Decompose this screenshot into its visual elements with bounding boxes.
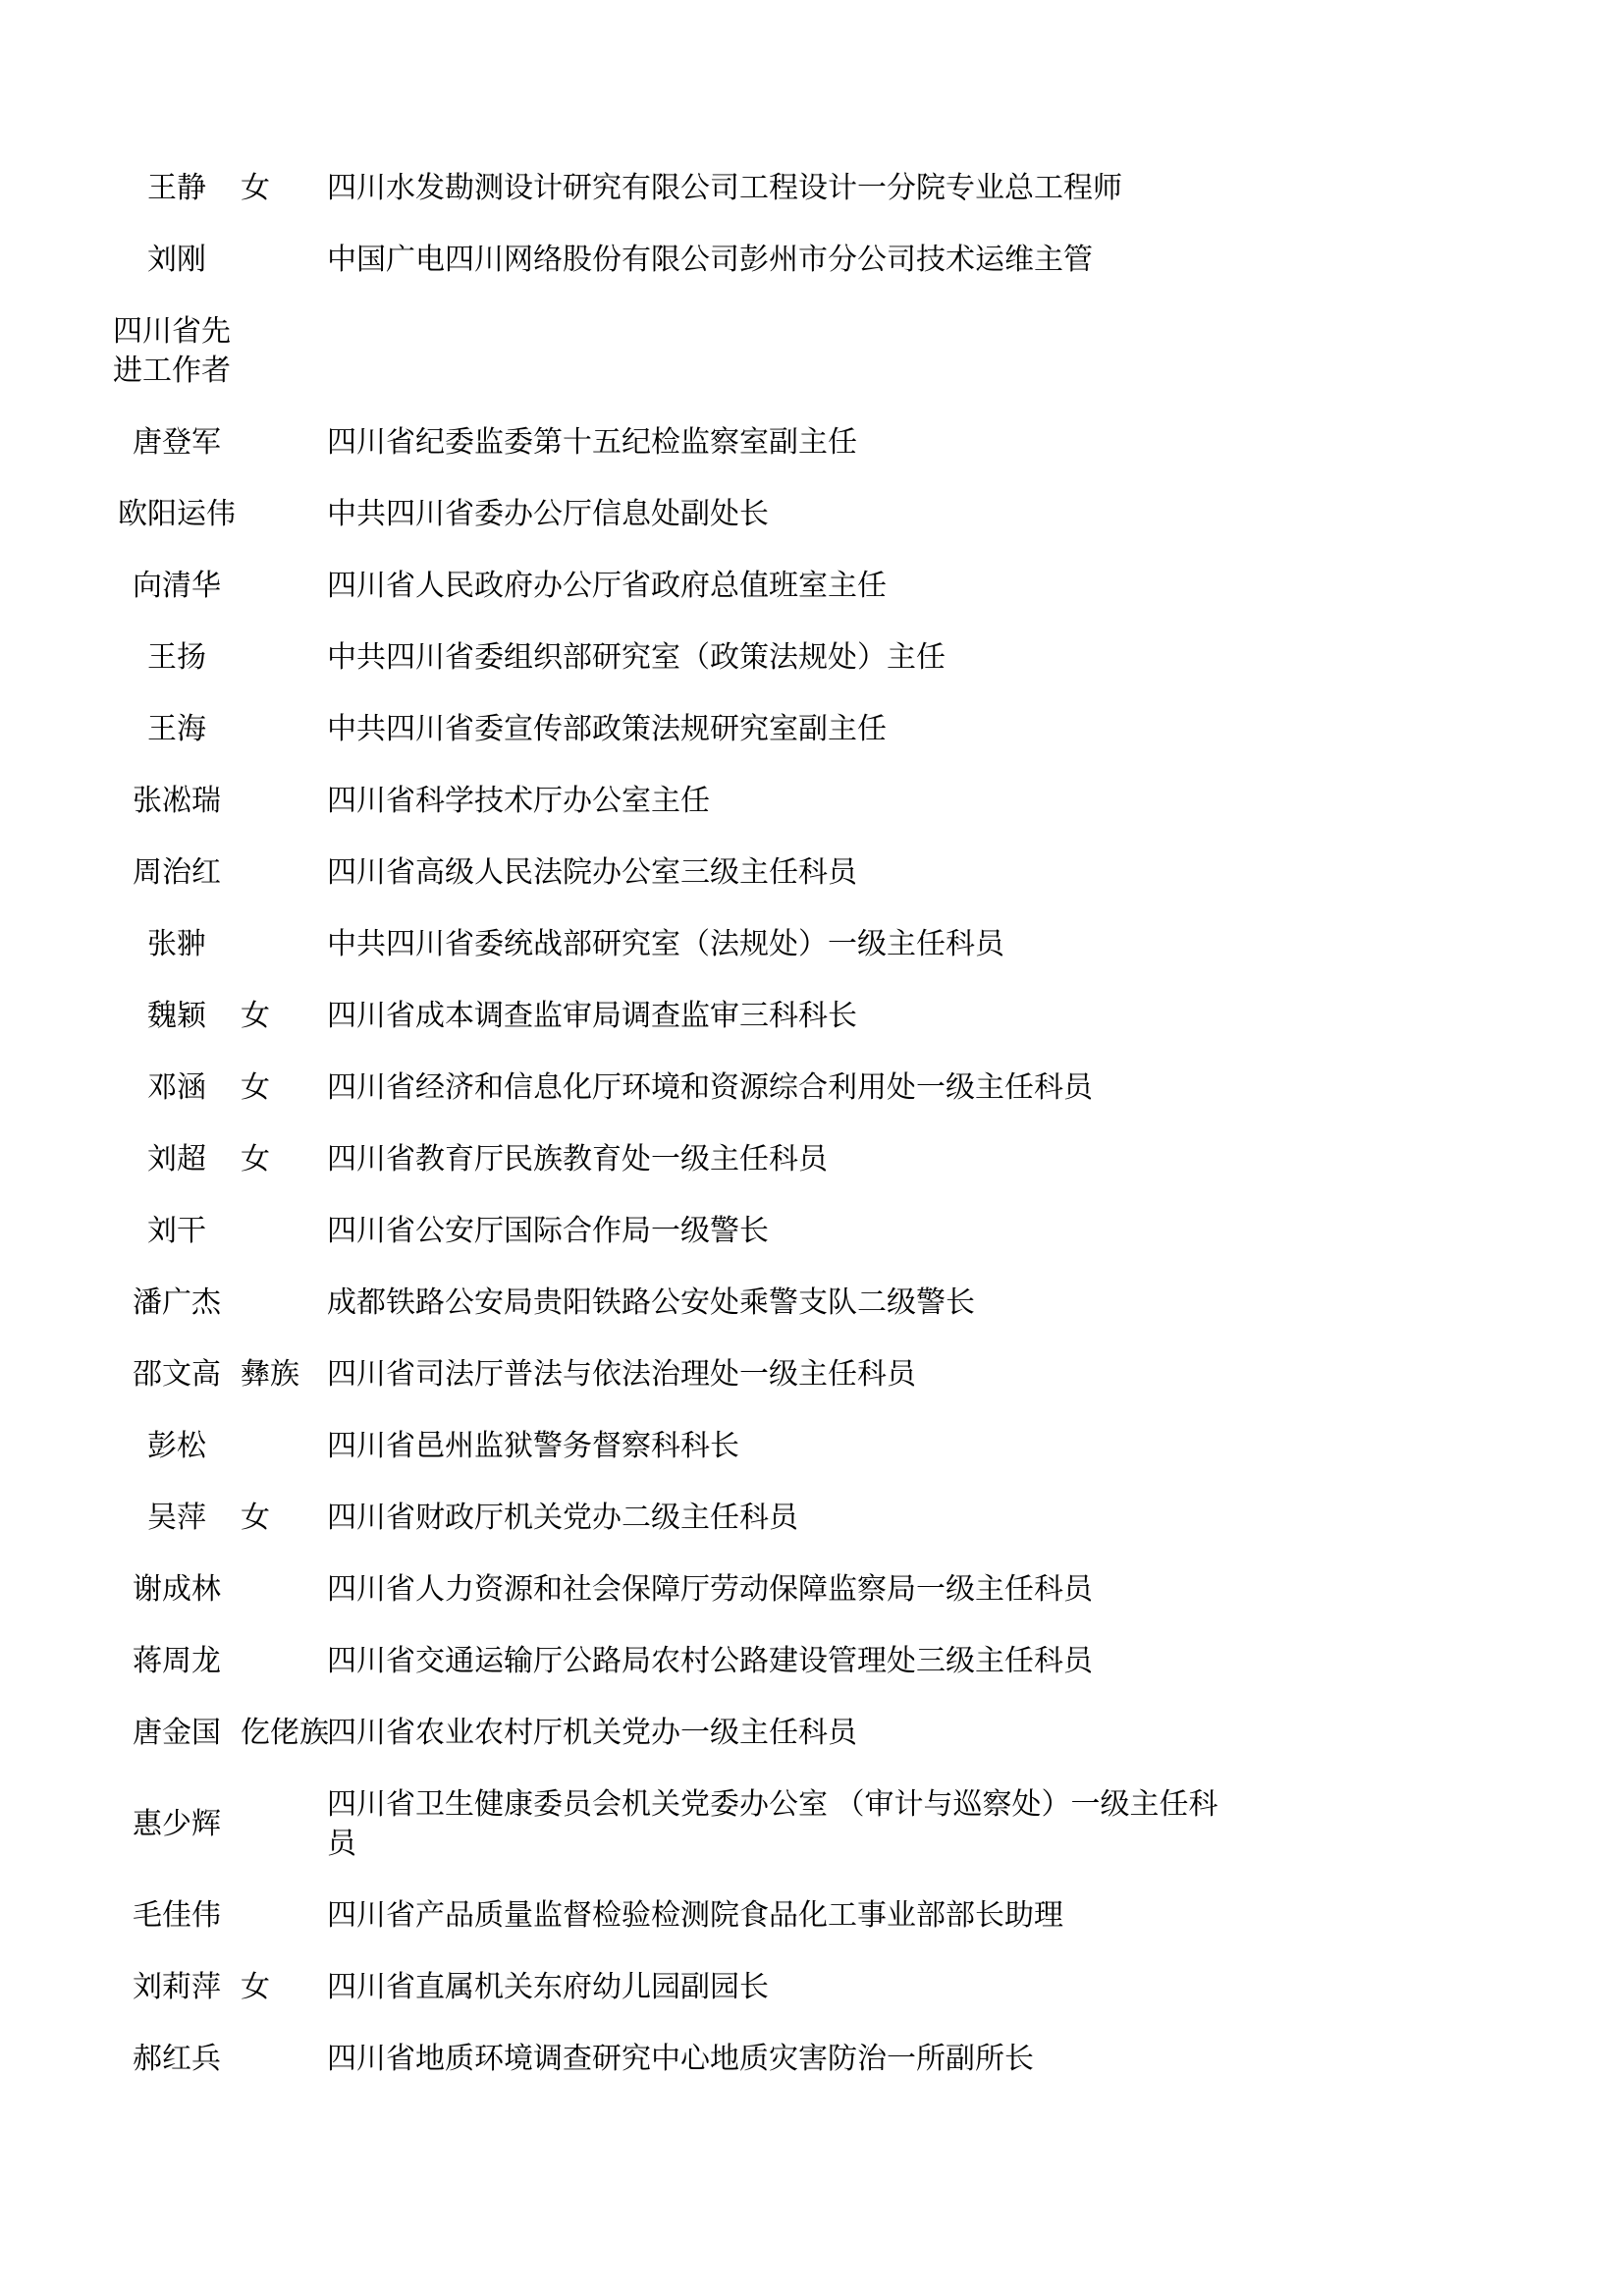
awardee-position: 中共四川省委宣传部政策法规研究室副主任 — [327, 713, 887, 745]
awardee-row — [113, 1068, 1537, 1108]
awardee-position: 四川省人民政府办公厅省政府总值班室主任 — [327, 570, 887, 602]
awardee-list — [113, 169, 1537, 2079]
awardee-name: 郝红兵 — [133, 2043, 221, 2075]
awardee-name: 蒋周龙 — [133, 1645, 221, 1677]
awardee-row — [113, 1714, 1537, 1753]
section-heading: 四川省先进工作者 — [113, 315, 231, 387]
awardee-position: 四川省成本调查监审局调查监审三科科长 — [327, 1000, 857, 1032]
awardee-row — [113, 423, 1537, 463]
awardee-name: 魏颖 — [147, 1000, 206, 1032]
awardee-position: 四川省邑州监狱警务督察科科长 — [327, 1430, 739, 1462]
awardee-name: 刘超 — [147, 1143, 206, 1175]
awardee-row — [113, 853, 1537, 893]
awardee-gender-ethnicity: 女 — [241, 172, 270, 204]
awardee-row — [113, 782, 1537, 821]
awardee-position: 四川省交通运输厅公路局农村公路建设管理处三级主任科员 — [327, 1645, 1093, 1677]
awardee-position: 四川省公安厅国际合作局一级警长 — [327, 1215, 769, 1247]
awardee-position: 四川省地质环境调查研究中心地质灾害防治一所副所长 — [327, 2043, 1034, 2075]
awardee-row — [113, 241, 1537, 280]
awardee-row — [113, 1284, 1537, 1323]
awardee-row — [113, 638, 1537, 678]
awardee-position: 四川省教育厅民族教育处一级主任科员 — [327, 1143, 828, 1175]
awardee-name: 王海 — [147, 713, 206, 745]
awardee-row — [113, 1427, 1537, 1466]
awardee-position: 四川省人力资源和社会保障厅劳动保障监察局一级主任科员 — [327, 1573, 1093, 1606]
awardee-position: 四川省科学技术厅办公室主任 — [327, 785, 710, 817]
awardee-position: 成都铁路公安局贵阳铁路公安处乘警支队二级警长 — [327, 1286, 975, 1319]
awardee-position: 中共四川省委统战部研究室（法规处）一级主任科员 — [327, 928, 1004, 960]
awardee-name: 邵文高 — [133, 1358, 221, 1391]
awardee-name: 谢成林 — [133, 1573, 221, 1606]
awardee-row — [113, 710, 1537, 749]
awardee-row — [113, 1355, 1537, 1394]
awardee-gender-ethnicity: 彝族 — [241, 1358, 299, 1391]
awardee-gender-ethnicity: 女 — [241, 1000, 270, 1032]
awardee-row — [113, 1570, 1537, 1610]
awardee-row — [113, 1140, 1537, 1179]
awardee-position: 中国广电四川网络股份有限公司彭州市分公司技术运维主管 — [327, 244, 1093, 276]
awardee-name: 唐金国 — [133, 1717, 221, 1749]
awardee-gender-ethnicity: 女 — [241, 1502, 270, 1534]
awardee-position: 四川省经济和信息化厅环境和资源综合利用处一级主任科员 — [327, 1071, 1093, 1104]
awardee-row — [113, 997, 1537, 1036]
awardee-position: 中共四川省委办公厅信息处副处长 — [327, 498, 769, 530]
awardee-position: 四川省司法厅普法与依法治理处一级主任科员 — [327, 1358, 916, 1391]
awardee-name: 周治红 — [133, 856, 221, 889]
awardee-row — [113, 169, 1537, 208]
awardee-row — [113, 1785, 1537, 1864]
section-heading-row — [113, 312, 1537, 391]
awardee-position: 四川省财政厅机关党办二级主任科员 — [327, 1502, 798, 1534]
awardee-name: 邓涵 — [147, 1071, 206, 1104]
awardee-name: 欧阳运伟 — [118, 498, 236, 530]
awardee-position: 四川省纪委监委第十五纪检监察室副主任 — [327, 426, 857, 459]
awardee-position: 四川省高级人民法院办公室三级主任科员 — [327, 856, 857, 889]
awardee-name: 毛佳伟 — [133, 1899, 221, 1932]
awardee-name: 王静 — [147, 172, 206, 204]
awardee-row — [113, 1212, 1537, 1251]
awardee-row — [113, 1896, 1537, 1936]
awardee-gender-ethnicity: 女 — [241, 1971, 270, 2003]
awardee-row — [113, 495, 1537, 534]
awardee-position: 四川省农业农村厅机关党办一级主任科员 — [327, 1717, 857, 1749]
awardee-name: 刘刚 — [147, 244, 206, 276]
awardee-name: 潘广杰 — [133, 1286, 221, 1319]
awardee-gender-ethnicity: 女 — [241, 1143, 270, 1175]
awardee-name: 张翀 — [147, 928, 206, 960]
awardee-name: 王扬 — [147, 641, 206, 674]
awardee-name: 刘干 — [147, 1215, 206, 1247]
awardee-name: 吴萍 — [147, 1502, 206, 1534]
awardee-row — [113, 567, 1537, 606]
awardee-row — [113, 1642, 1537, 1681]
awardee-gender-ethnicity: 仡佬族 — [241, 1717, 329, 1749]
awardee-position: 四川省直属机关东府幼儿园副园长 — [327, 1971, 769, 2003]
awardee-row — [113, 925, 1537, 964]
awardee-position: 四川省产品质量监督检验检测院食品化工事业部部长助理 — [327, 1899, 1063, 1932]
awardee-name: 唐登军 — [133, 426, 221, 459]
awardee-gender-ethnicity: 女 — [241, 1071, 270, 1104]
awardee-row — [113, 2040, 1537, 2079]
awardee-row — [113, 1968, 1537, 2007]
awardee-name: 张凇瑞 — [133, 785, 221, 817]
awardee-position: 四川省卫生健康委员会机关党委办公室 （审计与巡察处）一级主任科员 — [327, 1788, 1218, 1860]
awardee-position: 四川水发勘测设计研究有限公司工程设计一分院专业总工程师 — [327, 172, 1122, 204]
awardee-name: 刘莉萍 — [133, 1971, 221, 2003]
awardee-name: 向清华 — [133, 570, 221, 602]
awardee-position: 中共四川省委组织部研究室（政策法规处）主任 — [327, 641, 946, 674]
awardee-name: 惠少辉 — [133, 1808, 221, 1840]
awardee-row — [113, 1499, 1537, 1538]
awardee-name: 彭松 — [147, 1430, 206, 1462]
